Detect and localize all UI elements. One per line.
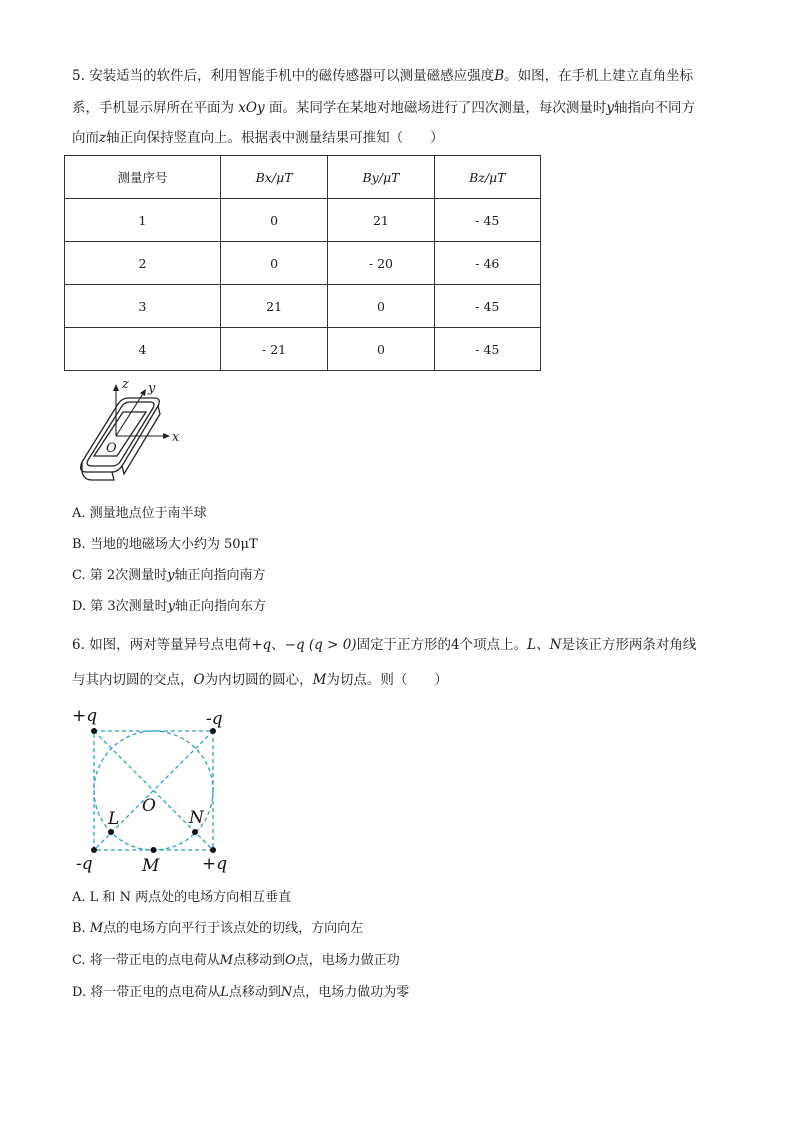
table-header-cell: Bx/μT xyxy=(220,156,327,199)
option-text: 第 3次测量时 xyxy=(90,599,168,614)
charge-point xyxy=(210,847,216,853)
option-text: 轴正向指向南方 xyxy=(174,568,266,583)
point-n xyxy=(192,829,198,835)
option-var: M xyxy=(219,953,234,968)
option-var: y xyxy=(167,599,175,614)
q6-text: 与其内切圆的交点， xyxy=(72,672,194,688)
q6-number: 6. xyxy=(72,637,85,653)
origin-label: O xyxy=(106,441,117,456)
option-text: 第 2次测量时 xyxy=(89,568,168,583)
label-bottom-right: +q xyxy=(202,854,228,874)
table-cell: 21 xyxy=(328,199,434,242)
table-cell: 0 xyxy=(328,285,434,328)
q5-option-b xyxy=(72,536,258,554)
table-row xyxy=(65,199,541,242)
axis-z-label: z xyxy=(122,377,129,392)
option-letter: B. xyxy=(72,537,86,552)
table-header-row xyxy=(65,156,541,199)
q5-text: 系，手机显示屏所在平面为 xyxy=(72,100,234,116)
q6-option-c xyxy=(72,952,400,970)
charge-point xyxy=(91,847,97,853)
table-cell: 3 xyxy=(65,285,221,328)
q6-option-b xyxy=(72,920,363,938)
option-letter: A. xyxy=(72,890,86,905)
q5-text: 轴指向不同方 xyxy=(614,100,696,116)
q6-line-1 xyxy=(72,635,696,655)
table-header-cell: By/μT xyxy=(328,156,434,199)
q5-text: 面。某同学在某地对地磁场进行了四次测量，每次测量时 xyxy=(268,100,607,116)
table-cell: - 20 xyxy=(328,242,434,285)
table-cell: 4 xyxy=(65,328,221,371)
point-m xyxy=(151,847,157,853)
axis-y-label: y xyxy=(148,381,156,396)
option-var: M xyxy=(89,921,104,936)
table-header-cell: Bz/μT xyxy=(434,156,540,199)
q5-var-xoy: xOy xyxy=(238,100,265,116)
q5-text: 安装适当的软件后，利用智能手机中的磁传感器可以测量磁感应强度 xyxy=(89,68,495,84)
q6-text: 是该正方形两条对角线 xyxy=(561,637,697,653)
q6-text: 、 xyxy=(271,637,285,653)
q5-var-b: B xyxy=(494,68,505,84)
table-row xyxy=(65,242,541,285)
table-header-cell: 测量序号 xyxy=(65,156,221,199)
table-cell: - 21 xyxy=(220,328,327,371)
option-letter: A. xyxy=(72,506,86,521)
table-cell: 1 xyxy=(65,199,221,242)
measurement-table xyxy=(64,155,541,371)
table-row xyxy=(65,285,541,328)
table-cell: - 45 xyxy=(434,328,540,371)
option-var: y xyxy=(167,568,175,583)
option-text: 测量地点位于南半球 xyxy=(89,506,207,521)
q5-var-y: y xyxy=(606,100,615,116)
q5-text: 轴正向保持竖直向上。根据表中测量结果可推知（ ） xyxy=(106,130,444,146)
q6-var-o: O xyxy=(193,672,205,688)
q6-text: 如图，两对等量异号点电荷 xyxy=(89,637,252,653)
q6-option-a xyxy=(72,889,291,907)
option-text: 点移动到 xyxy=(233,953,286,968)
option-text: 将一带正电的点电荷从 xyxy=(90,985,221,1000)
option-letter: B. xyxy=(72,921,86,936)
option-text: L 和 N 两点处的电场方向相互垂直 xyxy=(89,890,292,905)
table-cell: 0 xyxy=(220,199,327,242)
option-letter: D. xyxy=(72,599,87,614)
label-o: O xyxy=(142,796,156,816)
option-letter: C. xyxy=(72,953,86,968)
q6-charge-minus: −q (q > 0) xyxy=(284,637,357,653)
label-top-left: +q xyxy=(72,706,98,726)
q5-line-2 xyxy=(72,98,695,118)
table-cell: - 45 xyxy=(434,285,540,328)
q6-var-m: M xyxy=(312,672,327,688)
q5-option-c xyxy=(72,567,266,585)
q5-number: 5. xyxy=(72,68,85,84)
option-text: 点，电场力做功为零 xyxy=(292,985,410,1000)
q6-charge-plus: +q xyxy=(251,637,272,653)
phone-axes-figure xyxy=(68,374,198,486)
table-cell: - 45 xyxy=(434,199,540,242)
axis-x-label: x xyxy=(172,430,180,445)
table-cell: 0 xyxy=(328,328,434,371)
q6-option-d xyxy=(72,984,409,1002)
table-cell: 0 xyxy=(220,242,327,285)
option-letter: C. xyxy=(72,568,86,583)
q5-var-z: z xyxy=(99,130,107,146)
q5-text: 向而 xyxy=(72,130,99,146)
point-l xyxy=(108,829,114,835)
q6-vars-ln: L、N xyxy=(527,637,562,653)
option-text: 轴正向指向东方 xyxy=(175,599,267,614)
option-text: 点移动到 xyxy=(228,985,281,1000)
q5-line-1 xyxy=(72,66,693,86)
table-cell: 2 xyxy=(65,242,221,285)
label-n: N xyxy=(189,808,204,828)
q5-line-3 xyxy=(72,128,444,148)
option-letter: D. xyxy=(72,985,87,1000)
option-text: 当地的地磁场大小约为 50μT xyxy=(89,537,258,552)
table-cell: 21 xyxy=(220,285,327,328)
option-text: 点的电场方向平行于该点处的切线，方向向左 xyxy=(103,921,364,936)
charge-point xyxy=(91,728,97,734)
charges-square-figure xyxy=(70,700,240,880)
q5-option-a xyxy=(72,505,207,523)
table-cell: - 46 xyxy=(434,242,540,285)
label-m: M xyxy=(142,856,160,876)
q5-text: 。如图，在手机上建立直角坐标 xyxy=(504,68,694,84)
label-l: L xyxy=(108,809,120,829)
q6-text: 为切点。则（ ） xyxy=(326,672,448,688)
option-var: L xyxy=(220,985,229,1000)
q6-text: 为内切圆的圆心， xyxy=(204,672,313,688)
option-var: N xyxy=(280,985,293,1000)
table-row xyxy=(65,328,541,371)
label-bottom-left: -q xyxy=(76,854,93,874)
option-text: 将一带正电的点电荷从 xyxy=(89,953,220,968)
label-top-right: -q xyxy=(206,709,223,729)
q5-option-d xyxy=(72,598,266,616)
q6-text: 固定于正方形的4个项点上。 xyxy=(356,637,528,653)
option-text: 点，电场力做正功 xyxy=(295,953,400,968)
q6-line-2 xyxy=(72,670,448,690)
option-var: O xyxy=(285,953,296,968)
